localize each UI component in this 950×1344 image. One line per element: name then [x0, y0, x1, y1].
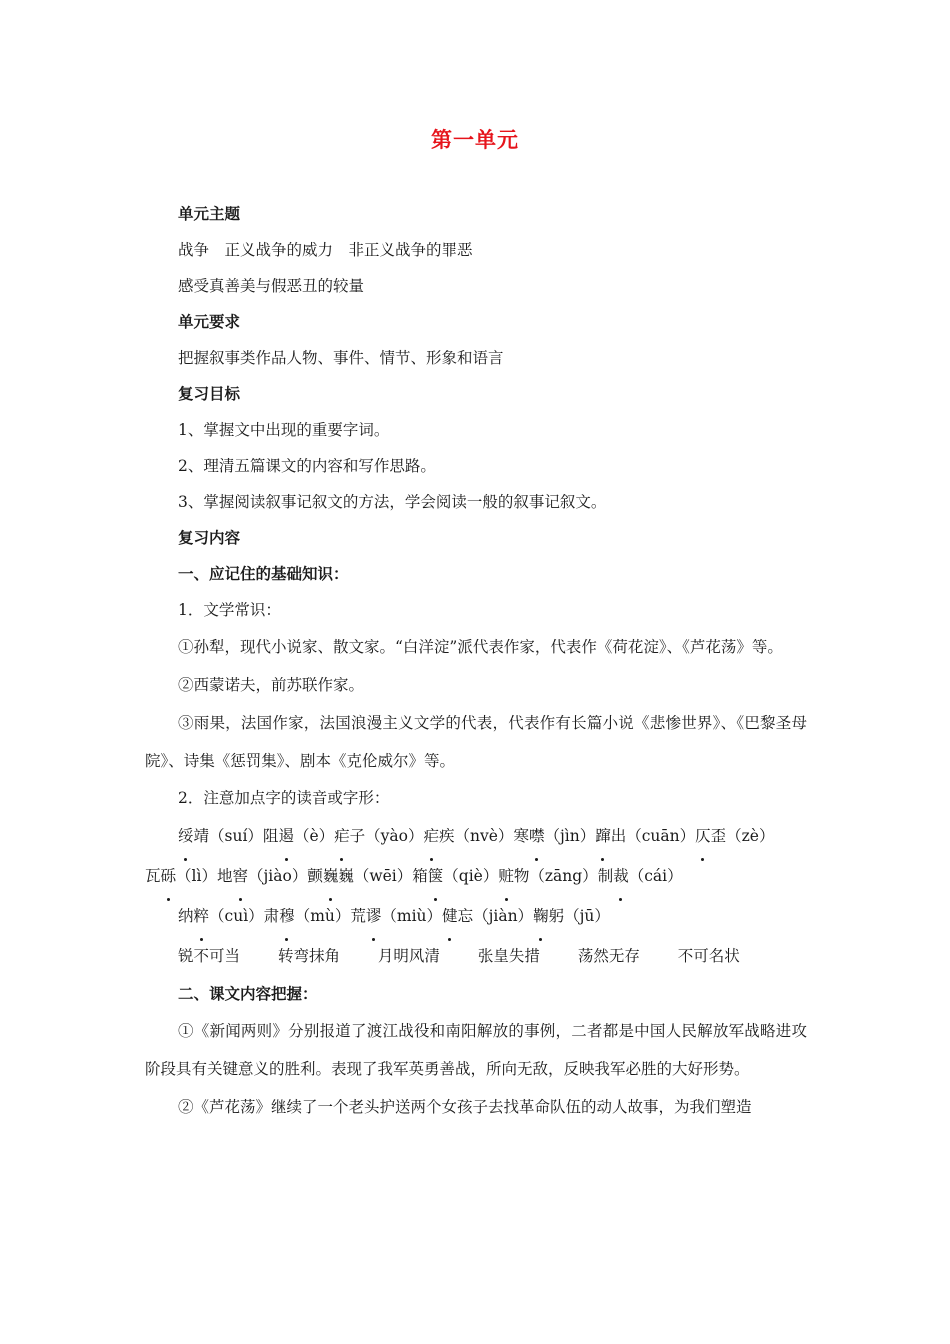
pinyin-entry: 箱箧（qiè）	[412, 867, 498, 885]
pinyin-entry: 制裁（cái）	[598, 867, 683, 885]
pinyin-entry: 纳粹（cuì）	[178, 907, 264, 925]
dotted-character: 疟	[424, 816, 440, 856]
page-title: 第一单元	[431, 127, 519, 152]
literature-heading: 1．文学常识：	[178, 601, 281, 619]
pinyin-entry: 地窖（jiào）	[217, 867, 307, 885]
pinyin-entry: 赃物（zāng）	[498, 867, 597, 885]
pinyin-entry: 鞠躬（jū）	[533, 907, 610, 925]
review-content-heading: 复习内容	[178, 528, 241, 547]
dotted-character: 砾	[161, 856, 177, 896]
pronunciation-heading: 2．注意加点字的读音或字形：	[178, 789, 390, 807]
idiom-list	[145, 936, 807, 976]
dotted-character: 噤	[529, 816, 545, 856]
dotted-character: 裁	[613, 856, 629, 896]
pinyin-entry: 仄歪（zè）	[695, 827, 774, 845]
dotted-character: 粹	[194, 896, 210, 936]
pinyin-entry: 荒谬（miù）	[350, 907, 442, 925]
review-goal-item: 1、掌握文中出现的重要字词。	[178, 421, 390, 439]
review-goals-heading: 复习目标	[178, 384, 241, 403]
text-content-item-news: ①《新闻两则》分别报道了渡江战役和南阳解放的事例，二者都是中国人民解放军战略进攻阶段具有关键意义的胜利。表现了我军英勇善战，所向无敌，反映我军必胜的大好形势。	[145, 1022, 807, 1078]
text-content-heading: 二、课文内容把握：	[178, 984, 318, 1003]
dotted-character: 谬	[366, 896, 382, 936]
idiom-item: 转弯抹角	[277, 947, 340, 965]
unit-requirement-line-1: 把握叙事类作品人物、事件、情节、形象和语言	[178, 349, 504, 367]
pinyin-entry: 蹿出（cuān）	[595, 827, 695, 845]
dotted-character: 赃	[498, 856, 514, 896]
pinyin-entry: 寒噤（jìn）	[513, 827, 595, 845]
unit-theme-line-1: 战争 正义战争的威力 非正义战争的罪恶	[178, 241, 473, 259]
pinyin-entry: 瓦砾（lì）	[145, 867, 217, 885]
pinyin-row-1	[145, 816, 807, 856]
pinyin-entry: 疟疾（nvè）	[424, 827, 514, 845]
dotted-character: 遏	[278, 816, 294, 856]
idiom-item: 不可名状	[677, 947, 740, 965]
unit-theme-line-2: 感受真善美与假恶丑的较量	[178, 277, 365, 295]
idiom-item: 荡然无存	[577, 947, 640, 965]
review-goal-item: 2、理清五篇课文的内容和写作思路。	[178, 457, 436, 475]
pinyin-entry: 绥靖（suí）	[178, 827, 263, 845]
pinyin-entry: 肃穆（mù）	[264, 907, 351, 925]
dotted-character: 穆	[279, 896, 295, 936]
pinyin-entry: 健忘（jiàn）	[442, 907, 533, 925]
dotted-character: 箧	[428, 856, 444, 896]
literature-item-simonov: ②西蒙诺夫，前苏联作家。	[178, 676, 365, 694]
idiom-item: 月明风清	[377, 947, 440, 965]
dotted-character: 健	[442, 896, 458, 936]
dotted-character: 蹿	[595, 816, 611, 856]
dotted-character: 窖	[232, 856, 248, 896]
dotted-character: 绥	[178, 816, 194, 856]
pinyin-entry: 阻遏（è）	[263, 827, 334, 845]
dotted-character: 巍	[323, 856, 339, 896]
pinyin-row-3	[145, 896, 807, 936]
basic-knowledge-heading: 一、应记住的基础知识：	[178, 564, 349, 583]
dotted-character: 鞠	[533, 896, 549, 936]
unit-requirement-heading: 单元要求	[178, 312, 241, 331]
pinyin-row-2	[145, 856, 807, 896]
literature-item-hugo: ③雨果，法国作家，法国浪漫主义文学的代表，代表作有长篇小说《悲惨世界》、《巴黎圣母院》、诗集《惩罚集》、剧本《克伦威尔》等。	[145, 714, 807, 770]
literature-item-sun-li: ①孙犁，现代小说家、散文家。“白洋淀”派代表作家，代表作《荷花淀》、《芦花荡》等。	[178, 638, 783, 656]
text-content-item-luhuadang: ②《芦花荡》继续了一个老头护送两个女孩子去找革命队伍的动人故事，为我们塑造	[178, 1098, 752, 1116]
pinyin-entry: 颤巍巍（wēi）	[307, 867, 412, 885]
document-body	[145, 196, 807, 1126]
idiom-item: 锐不可当	[178, 947, 241, 965]
pinyin-entry: 疟子（yào）	[334, 827, 423, 845]
unit-theme-heading: 单元主题	[178, 204, 241, 223]
idiom-item: 张皇失措	[477, 947, 540, 965]
dotted-character: 疟	[334, 816, 350, 856]
dotted-character: 仄	[695, 816, 711, 856]
review-goal-item: 3、掌握阅读叙事记叙文的方法，学会阅读一般的叙事记叙文。	[178, 493, 607, 511]
